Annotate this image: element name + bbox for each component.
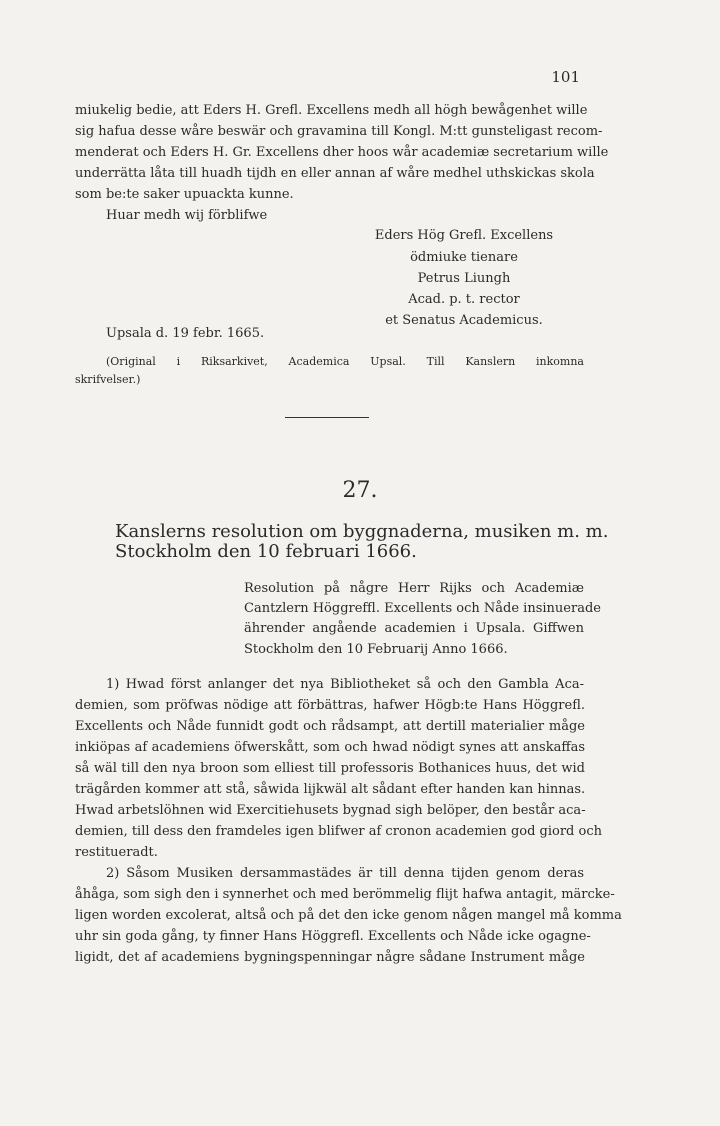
paragraph-line: åhåga, som sigh den i synnerhet och med berömmelig flijt hafwa antagit, märcke- (75, 887, 615, 902)
paragraph-line: 1) Hwad först anlanger det nya Bibliotheket så och den Gambla Aca- (106, 677, 584, 692)
source-note-line: skrifvelser.) (75, 373, 141, 386)
paragraph-line: demien, som pröfwas nödige att förbättras, hafwer Högb:te Hans Höggrefl. (75, 698, 585, 713)
paragraph-line: Hwad arbetslöhnen wid Exercitiehusets bygnad sigh belöper, den består aca- (75, 803, 586, 818)
section-divider (285, 417, 369, 418)
preamble-line: Stockholm den 10 Februarij Anno 1666. (244, 642, 508, 657)
paragraph-line: demien, till dess den framdeles igen blifwer af cronon academien god giord och (75, 824, 602, 839)
signature-line: Acad. p. t. rector (408, 292, 520, 307)
preamble-line: Resolution på någre Herr Rijks och Academiæ (244, 581, 584, 596)
section-title-line: Stockholm den 10 februari 1666. (115, 541, 417, 562)
section-number: 27. (342, 478, 378, 503)
body-line: underrätta låta till huadh tijdh en eller annan af wåre medhel uthskickas skola (75, 166, 595, 181)
signature-line: et Senatus Academicus. (385, 313, 543, 328)
paragraph-line: restitueradt. (75, 845, 158, 860)
signature-line: Petrus Liungh (417, 271, 511, 286)
page-number: 101 (551, 68, 580, 86)
body-line: sig hafua desse wåre beswär och gravamina till Kongl. M:tt gunsteligast recom- (75, 124, 603, 139)
paragraph-line: 2) Såsom Musiken dersammastädes är till denna tijden genom deras (106, 866, 584, 881)
paragraph-line: ligen worden excolerat, altså och på det den icke genom någen mangel må komma (75, 908, 622, 923)
preamble-line: Cantzlern Höggreffl. Excellents och Nåde insinuerade (244, 601, 601, 616)
paragraph-line: trägården kommer att stå, såwida lijkwäl alt sådant efter handen kan hinnas. (75, 782, 586, 797)
preamble-line: ährender angående academien i Upsala. Giffwen (244, 621, 584, 636)
paragraph-line: inkiöpas af academiens öfwerskått, som och hwad nödigt synes att anskaffas (75, 740, 585, 755)
section-title-line: Kanslerns resolution om byggnaderna, musiken m. m. (115, 521, 609, 542)
signature-line: ödmiuke tienare (410, 250, 518, 265)
paragraph-line: uhr sin goda gång, ty finner Hans Höggrefl. Excellents och Nåde icke ogagne- (75, 929, 591, 944)
source-note-line: (Original i Riksarkivet, Academica Upsal. Till Kanslern inkomna (106, 355, 584, 368)
paragraph-line: ligidt, det af academiens bygningspenningar någre sådane Instrument måge (75, 950, 585, 965)
body-line: miukelig bedie, att Eders H. Grefl. Excellens medh all högh bewågenhet wille (75, 103, 588, 118)
body-line: som be:te saker upuackta kunne. (75, 187, 294, 202)
place-date: Upsala d. 19 febr. 1665. (106, 326, 265, 341)
paragraph-line: så wäl till den nya broon som elliest till professoris Bothanices huus, det wid (75, 761, 585, 776)
signature-line: Eders Hög Grefl. Excellens (374, 228, 554, 243)
paragraph-line: Excellents och Nåde funnidt godt och rådsampt, att dertill materialier måge (75, 719, 585, 734)
body-line: menderat och Eders H. Gr. Excellens dher hoos wår academiæ secretarium wille (75, 145, 609, 160)
closing-phrase: Huar medh wij förblifwe (106, 208, 268, 223)
